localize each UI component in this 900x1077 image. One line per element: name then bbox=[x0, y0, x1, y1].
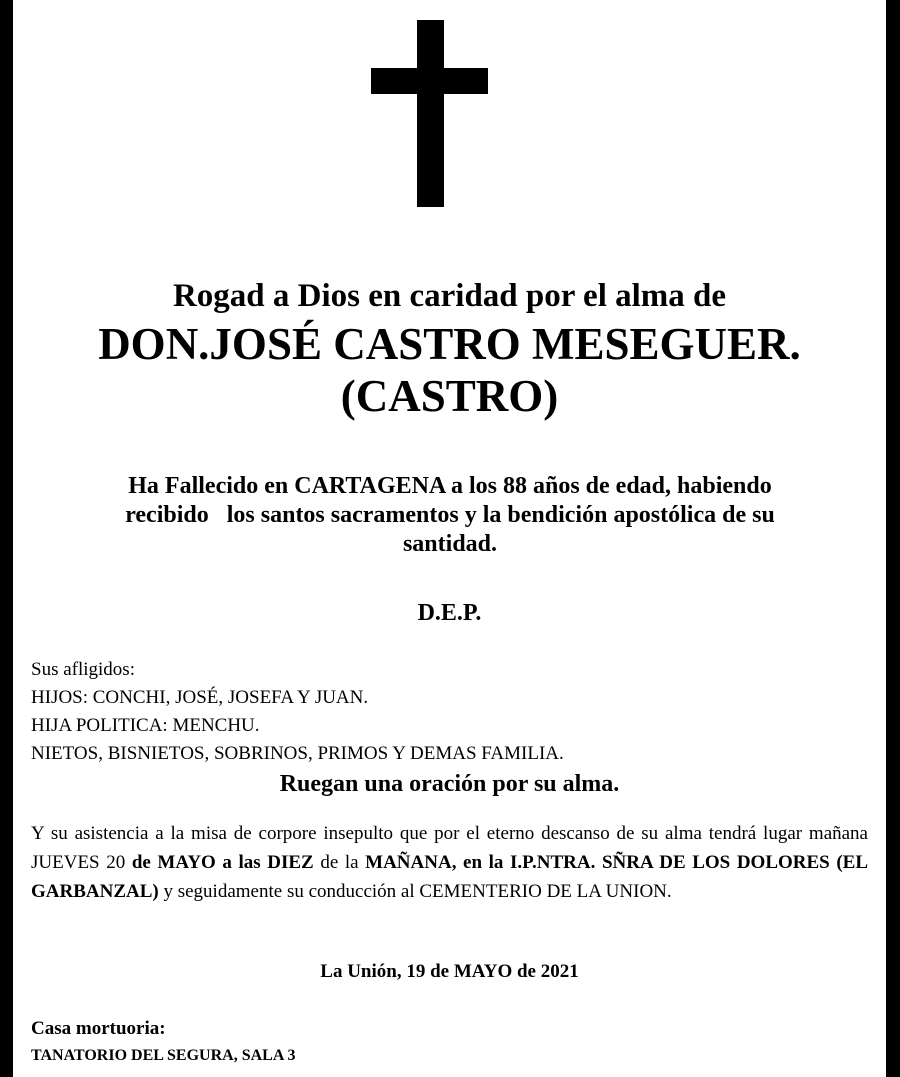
prayer-line: Rogad a Dios en caridad por el alma de bbox=[172, 278, 727, 314]
mortuary-value: TANATORIO DEL SEGURA, SALA 3 bbox=[31, 1047, 296, 1064]
mass-text: Y su asistencia a la misa de corpore insepulto que por el eterno descanso de su alma tendrá lugar mañana JUEVES 20 bbox=[31, 823, 868, 873]
mortuary-label: Casa mortuoria: bbox=[31, 1018, 166, 1039]
cross-vertical-bar bbox=[417, 20, 444, 207]
prayer-request: Ruegan una oración por su alma. bbox=[279, 771, 620, 797]
mass-paragraph bbox=[31, 819, 868, 906]
death-notice-line: recibido los santos sacramentos y la bendición apostólica de su bbox=[125, 502, 775, 528]
cross-horizontal-bar bbox=[371, 68, 488, 94]
place-date: La Unión, 19 de MAYO de 2021 bbox=[320, 961, 579, 982]
family-hijos: HIJOS: CONCHI, JOSÉ, JOSEFA Y JUAN. bbox=[31, 687, 369, 708]
border-left bbox=[0, 0, 13, 1077]
deceased-name: DON.JOSÉ CASTRO MESEGUER. bbox=[98, 319, 801, 369]
family-others: NIETOS, BISNIETOS, SOBRINOS, PRIMOS Y DEMAS FAMILIA. bbox=[31, 743, 564, 764]
mass-morning: MAÑANA bbox=[365, 852, 452, 873]
mass-text: y seguidamente su conducción al CEMENTERIO DE LA UNION. bbox=[158, 881, 672, 902]
family-list bbox=[31, 656, 564, 768]
death-notice-line: santidad. bbox=[402, 531, 498, 557]
mass-time: de MAYO a las DIEZ bbox=[131, 852, 314, 873]
family-intro: Sus afligidos: bbox=[31, 659, 135, 680]
mass-church: en la I.P.NTRA. SÑRA DE LOS DOLORES (EL GARBANZAL) bbox=[31, 852, 868, 902]
family-hija-politica: HIJA POLITICA: MENCHU. bbox=[31, 715, 260, 736]
dep-text: D.E.P. bbox=[417, 600, 482, 626]
mass-text: , bbox=[451, 852, 464, 873]
death-notice bbox=[60, 472, 840, 559]
border-right bbox=[886, 0, 900, 1077]
deceased-nickname: (CASTRO) bbox=[340, 371, 559, 421]
mass-text: de la bbox=[313, 852, 366, 873]
death-notice-line: Ha Fallecido en CARTAGENA a los 88 años de edad, habiendo bbox=[128, 473, 772, 499]
